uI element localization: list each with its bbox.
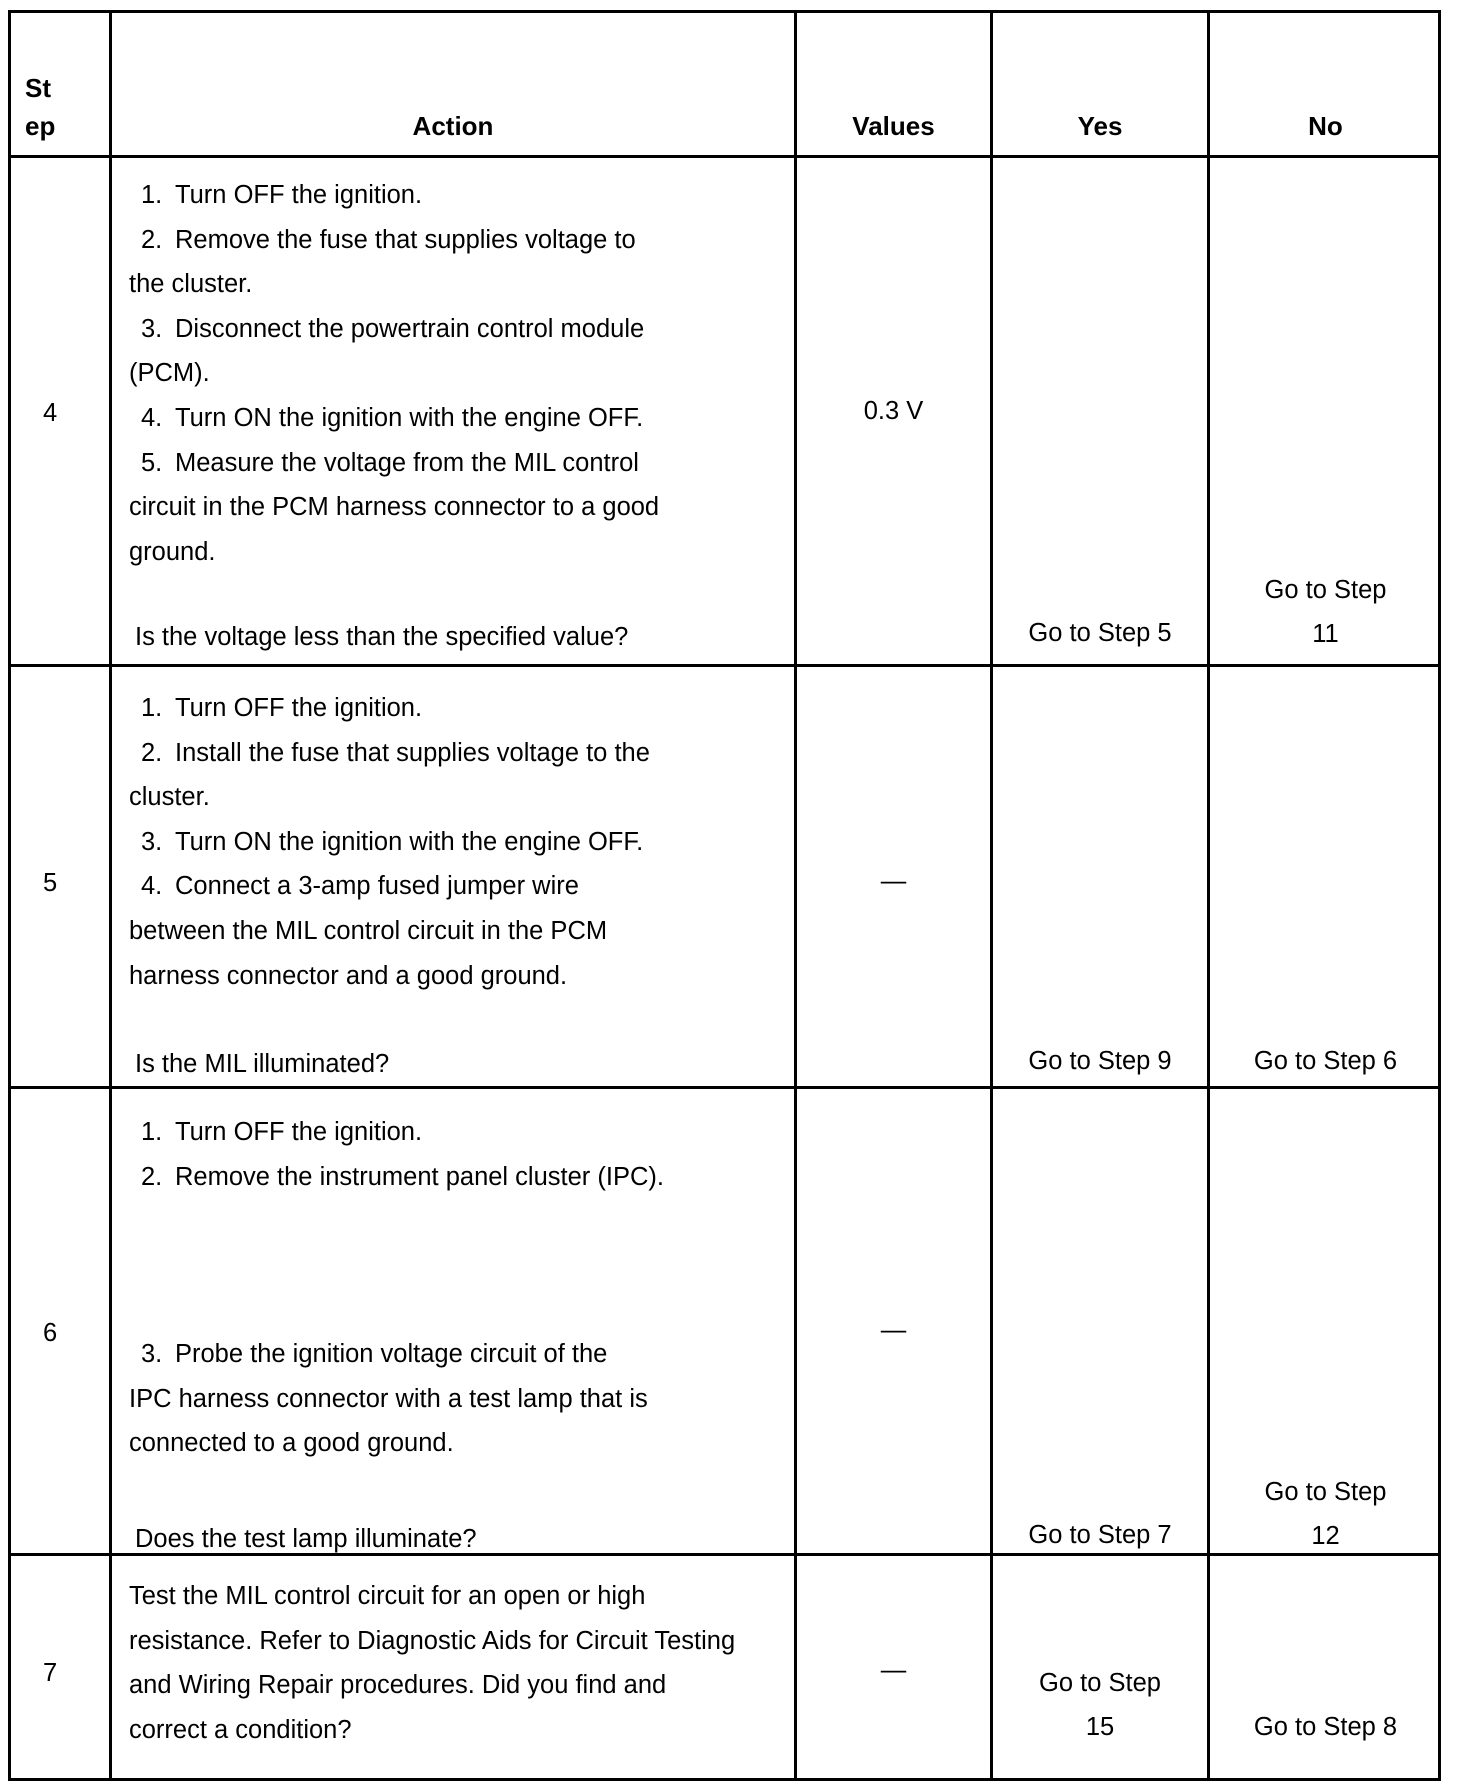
action-line: Test the MIL control circuit for an open or high xyxy=(129,1582,646,1610)
action-item: 2. Remove the instrument panel cluster (IPC). xyxy=(141,1162,664,1191)
action-item-continued: ground. xyxy=(129,537,216,566)
no-outcome: Go to Step 8 xyxy=(1253,1713,1398,1741)
yes-outcome: Go to Step 9 xyxy=(1028,1047,1172,1075)
step-number: 7 xyxy=(43,1659,58,1687)
yes-outcome: Go to Step 5 xyxy=(1028,619,1172,647)
action-item-continued: between the MIL control circuit in the PCM xyxy=(129,916,608,945)
action-list xyxy=(129,1332,648,1466)
action-item-continued: circuit in the PCM harness connector to a good xyxy=(129,493,660,522)
action-item: 4. Connect a 3-amp fused jumper wire xyxy=(141,872,579,901)
header-step: St ep xyxy=(25,73,56,141)
step-value: — xyxy=(880,1316,907,1344)
action-item: 4. Turn ON the ignition with the engine OFF. xyxy=(141,403,644,432)
no-outcome: Go to Step 11 xyxy=(1264,576,1387,648)
step-value: — xyxy=(880,1656,907,1684)
action-item: 2. Remove the fuse that supplies voltage to xyxy=(141,225,636,254)
diagnostic-table xyxy=(8,10,1441,1781)
step-question: Is the MIL illuminated? xyxy=(135,1050,390,1078)
action-list xyxy=(129,686,650,998)
action-item: 3. Disconnect the powertrain control module xyxy=(141,314,645,343)
action-list xyxy=(129,173,659,574)
header-yes: Yes xyxy=(1077,111,1123,141)
action-item-continued: IPC harness connector with a test lamp that is xyxy=(129,1384,648,1413)
action-item: 1. Turn OFF the ignition. xyxy=(141,1118,423,1146)
action-line: and Wiring Repair procedures. Did you find and xyxy=(129,1671,667,1700)
step-value: 0.3 V xyxy=(863,397,924,425)
action-item: 5. Measure the voltage from the MIL control xyxy=(141,448,639,477)
col-divider xyxy=(109,13,112,1778)
no-outcome: Go to Step 12 xyxy=(1264,1478,1387,1550)
yes-outcome: Go to Step 7 xyxy=(1028,1521,1172,1549)
action-item-continued: cluster. xyxy=(129,783,210,812)
step-number: 4 xyxy=(43,399,58,427)
no-outcome: Go to Step 6 xyxy=(1253,1047,1398,1075)
action-item: 3. Probe the ignition voltage circuit of the xyxy=(141,1340,608,1368)
action-item: 1. Turn OFF the ignition. xyxy=(141,694,423,722)
action-item-continued: connected to a good ground. xyxy=(129,1429,454,1458)
header-action: Action xyxy=(412,111,494,141)
header-no: No xyxy=(1308,111,1343,141)
step-number: 6 xyxy=(43,1319,58,1347)
step-question: Does the test lamp illuminate? xyxy=(135,1525,477,1553)
header-values: Values xyxy=(852,111,935,141)
row-divider xyxy=(11,155,1438,158)
action-list xyxy=(129,1110,664,1199)
action-line: resistance. Refer to Diagnostic Aids for Circuit Testing xyxy=(129,1626,736,1655)
action-line: correct a condition? xyxy=(129,1715,352,1744)
action-item: 3. Turn ON the ignition with the engine OFF. xyxy=(141,827,644,856)
action-item: 1. Turn OFF the ignition. xyxy=(141,181,423,209)
row-divider xyxy=(11,1086,1438,1089)
step-number: 5 xyxy=(43,869,58,897)
step-value: — xyxy=(880,867,907,895)
action-text xyxy=(129,1574,735,1752)
action-item-continued: the cluster. xyxy=(129,270,253,299)
row-divider xyxy=(11,664,1438,667)
yes-outcome: Go to Step 15 xyxy=(1039,1669,1161,1741)
action-item: 2. Install the fuse that supplies voltage to the xyxy=(141,738,650,767)
step-question: Is the voltage less than the specified value? xyxy=(135,623,629,651)
action-item-continued: harness connector and a good ground. xyxy=(129,961,568,990)
action-item-continued: (PCM). xyxy=(129,359,210,388)
